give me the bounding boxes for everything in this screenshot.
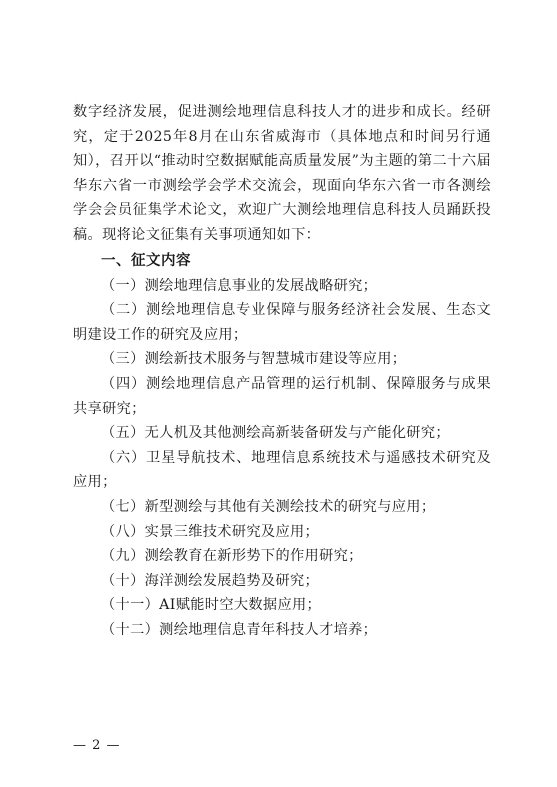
list-item: （十一）AI赋能时空大数据应用； <box>101 597 322 614</box>
list-item: （七）新型测绘与其他有关测绘技术的研究与应用； <box>101 498 436 515</box>
list-item: （十二）测绘地理信息青年科技人才培养； <box>101 621 378 638</box>
list-item: （五）无人机及其他测绘高新装备研发与产能化研究； <box>101 425 450 442</box>
list-item: （八）实景三维技术研究及应用； <box>101 523 320 540</box>
document-body <box>73 100 491 642</box>
list-item: （十）海洋测绘发展趋势及研究； <box>101 572 320 589</box>
list-item: （六）卫星导航技术、地理信息系统技术与遥感技术研究及应用； <box>73 449 491 491</box>
list-item: （四）测绘地理信息产品管理的运行机制、保障服务与成果共享研究； <box>73 375 491 417</box>
list-item: （二）测绘地理信息专业保障与服务经济社会发展、生态文明建设工作的研究及应用； <box>73 302 491 343</box>
intro-paragraph: 数字经济发展，促进测绘地理信息科技人才的进步和成长。经研究，定于2025年8月在山东省威海市（具体地点和时间另行通知），召开以“推动时空数据赋能高质量发展”为主题的第二十六届华东六省一市测绘学会学术交流会，现面向华东六省一市各测绘学会会员征集学术论文，欢迎广大测绘地理信息科技人员踊跃投稿。现将论文征集有关事项通知如下： <box>73 104 491 243</box>
list-item: （九）测绘教育在新形势下的作用研究； <box>101 548 363 565</box>
page-number: — 2 — <box>73 738 121 753</box>
section-heading: 一、征文内容 <box>101 252 191 269</box>
list-item: （三）测绘新技术服务与智慧城市建设等应用； <box>101 351 407 368</box>
list-item: （一）测绘地理信息事业的发展战略研究； <box>101 277 378 294</box>
